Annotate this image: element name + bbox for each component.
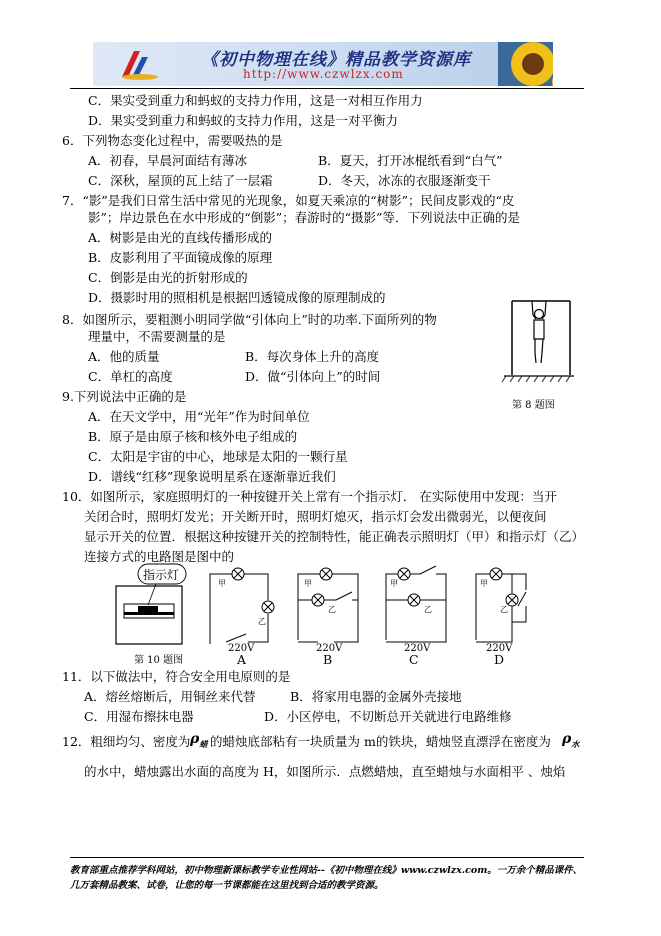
rho-wax-symbol: [190, 731, 207, 752]
q7-stem-line2: 影”；岸边景色在水中形成的“倒影”；春游时的“摄影”等．下列说法中正确的是: [88, 210, 520, 225]
voltage-label-a: 220V: [228, 643, 255, 654]
footer-line1: 教育部重点推荐学科网站，初中物理新课标教学专业性网站--《初中物理在线》www.czwlzx.com。一万余个精品课件、: [70, 865, 583, 876]
q10-stem-line1: 10．如图所示，家庭照明灯的一种按键开关上常有一个指示灯． 在实际使用中发现：当开: [62, 489, 557, 504]
q7-option-c: C．倒影是由光的折射形成的: [88, 270, 248, 285]
q11-stem: 11．以下做法中，符合安全用电原则的是: [62, 669, 291, 684]
lamp-label: 甲: [480, 579, 488, 588]
footer-rule: [70, 857, 584, 858]
fig8-caption: 第 8 题图: [512, 400, 555, 411]
fig8-pullup-figure: [500, 293, 575, 413]
q6-option-c: C．深秋，屋顶的瓦上结了一层霜: [88, 173, 273, 188]
header-title: 《初中物理在线》精品教学资源库: [201, 50, 471, 70]
q6-stem: 6．下列物态变化过程中，需要吸热的是: [62, 133, 283, 148]
voltage-label-b: 220V: [316, 643, 343, 654]
q6-option-b: B．夏天，打开冰棍纸看到“白气”: [318, 153, 503, 168]
q8-option-d: D．做“引体向上”的时间: [245, 369, 381, 384]
q11-option-d: D．小区停电，不切断总开关就进行电路维修: [264, 709, 512, 724]
q10-stem-line2: 关闭合时，照明灯发光；开关断开时，照明灯熄灭，指示灯会发出微弱光，以便夜间: [84, 509, 547, 524]
q11-option-c: C．用湿布擦抹电器: [84, 709, 194, 724]
q9-option-c: C．太阳是宇宙的中心，地球是太阳的一颗行星: [88, 449, 348, 464]
q7-option-b: B．皮影利用了平面镜成像的原理: [88, 250, 273, 265]
q5-option-c: C．果实受到重力和蚂蚁的支持力作用，这是一对相互作用力: [88, 93, 423, 108]
q6-option-a: A．初春，早晨河面结有薄冰: [88, 153, 248, 168]
lamp-label: 乙: [500, 605, 508, 614]
rho-symbol: ρ: [562, 731, 572, 747]
option-label-d: D: [494, 652, 505, 667]
rho-symbol: ρ: [190, 731, 200, 747]
q9-option-b: B．原子是由原子核和核外电子组成的: [88, 429, 298, 444]
q8-option-a: A．他的质量: [88, 349, 160, 364]
lamp-label: 乙: [328, 605, 336, 614]
q8-stem-line1: 8．如图所示，要粗测小明同学做“引体向上”时的功率.下面所列的物: [62, 312, 437, 327]
q8-stem-line2: 理量中，不需要测量的是: [88, 329, 226, 344]
header-url: http://www.czwlzx.com: [243, 67, 404, 81]
q7-stem-line1: 7．“影”是我们日常生活中常见的光现象，如夏天乘凉的“树影”；民间皮影戏的“皮: [62, 193, 515, 208]
header-banner: [93, 42, 553, 86]
lamp-label: 甲: [218, 579, 226, 588]
q10-stem-line4: 连接方式的电路图是图中的: [84, 549, 235, 564]
q8-option-c: C．单杠的高度: [88, 369, 173, 384]
sunflower-icon: [498, 42, 553, 86]
lamp-label: 甲: [390, 579, 398, 588]
q9-stem: 9.下列说法中正确的是: [62, 389, 187, 404]
q10-stem-line3: 显示开关的位置．根据这种按键开关的控制特性，能正确表示照明灯（甲）和指示灯（乙）: [84, 529, 585, 544]
lamp-label: 乙: [424, 605, 432, 614]
rho-water-symbol: [562, 731, 579, 752]
q8-option-b: B．每次身体上升的高度: [245, 349, 380, 364]
q12-stem-line2: 的水中，蜡烛露出水面的高度为 H，如图所示．点燃蜡烛，直至蜡烛与水面相平 、烛焰: [84, 764, 566, 779]
q9-option-a: A．在天文学中，用“光年”作为时间单位: [88, 409, 310, 424]
option-label-b: B: [323, 652, 333, 667]
option-label-c: C: [409, 652, 419, 667]
q9-option-d: D．谱线“红移”现象说明星系在逐渐靠近我们: [88, 469, 336, 484]
q11-option-b: B．将家用电器的金属外壳接地: [290, 689, 462, 704]
wax-subscript: 蜡: [199, 738, 208, 749]
q5-option-d: D．果实受到重力和蚂蚁的支持力作用，这是一对平衡力: [88, 113, 399, 128]
q12-stem-part1: 12．粗细均匀、密度为: [62, 734, 191, 749]
logo-icon: [118, 47, 158, 81]
q7-option-d: D．摄影时用的照相机是根据凹透镜成像的原理制成的: [88, 290, 386, 305]
indicator-light-label: 指示灯: [143, 568, 180, 582]
q7-option-a: A．树影是由光的直线传播形成的: [88, 230, 273, 245]
circuit-c: [386, 566, 446, 642]
lamp-label: 乙: [258, 617, 266, 626]
voltage-label-d: 220V: [486, 643, 513, 654]
q6-option-d: D．冬天，冰冻的衣服逐渐变干: [318, 173, 491, 188]
voltage-label-c: 220V: [404, 643, 431, 654]
footer-line2: 几万套精品教案、试卷，让您的每一节课都能在这里找到合适的教学资源。: [70, 880, 384, 891]
header-rule: [70, 88, 584, 89]
q11-option-a: A．熔丝熔断后，用铜丝来代替: [84, 689, 256, 704]
q12-stem-part2: 的蜡烛底部粘有一块质量为 m的铁块，蜡烛竖直漂浮在密度为: [210, 734, 551, 749]
fig10-caption: 第 10 题图: [134, 655, 184, 666]
water-subscript: 水: [571, 738, 580, 749]
option-label-a: A: [237, 652, 247, 667]
lamp-label: 甲: [304, 579, 312, 588]
